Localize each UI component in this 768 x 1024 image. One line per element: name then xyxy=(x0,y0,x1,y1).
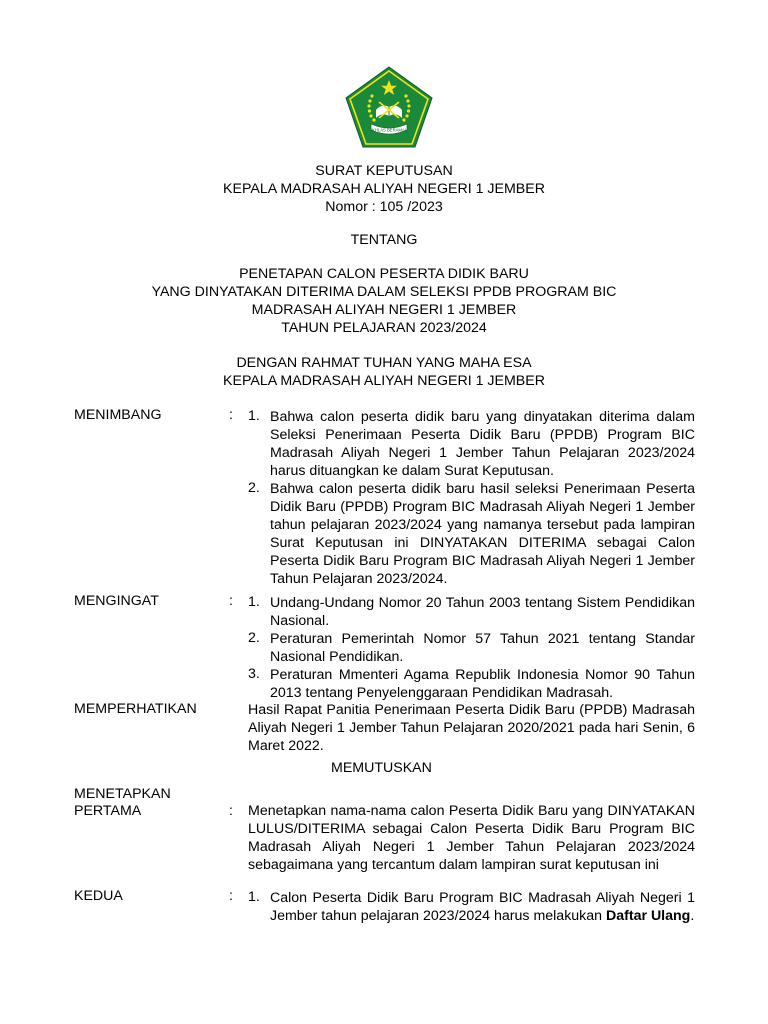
kedua-bold-text: Daftar Ulang xyxy=(606,908,691,924)
decree-number: Nomor : 105 /2023 xyxy=(325,199,443,215)
kedua-text-end: . xyxy=(690,908,695,924)
document-title: SURAT KEPUTUSAN xyxy=(315,163,453,179)
item-number: 1. xyxy=(248,408,260,424)
about-heading: TENTANG xyxy=(350,232,418,248)
subject-line: YANG DINYATAKAN DITERIMA DALAM SELEKSI PPDB PROGRAM BIC xyxy=(151,284,617,300)
menimbang-item-1: Bahwa calon peserta didik baru yang dinyatakan diterima dalam Seleksi Penerimaan Peserta Didik Baru (PPDB) Program BIC Madrasah Aliyah Negeri 1 Jember Tahun Pelajaran 2023/2024 harus dituangkan ke dalam Surat Keputusan. xyxy=(270,409,695,479)
subject-line: PENETAPAN CALON PESERTA DIDIK BARU xyxy=(239,266,529,282)
subject-line: MADRASAH ALIYAH NEGERI 1 JEMBER xyxy=(251,302,517,318)
issuer-line-2: KEPALA MADRASAH ALIYAH NEGERI 1 JEMBER xyxy=(223,373,545,389)
item-number: 3. xyxy=(248,666,260,682)
kedua-item-1 xyxy=(270,889,695,925)
issuer-line: KEPALA MADRASAH ALIYAH NEGERI 1 JEMBER xyxy=(223,181,545,197)
menimbang-item-2: Bahwa calon peserta didik baru hasil seleksi Penerimaan Peserta Didik Baru (PPDB) Program BIC Madrasah Aliyah Negeri 1 Jember tahun pelajaran 2023/2024 yang namanya tersebut pada lampiran Surat Keputusan ini DINYATAKAN DITERIMA sebagai Calon Peserta Didik Baru Program BIC Madrasah Aliyah Negeri 1 Jember Tahun Pelajaran 2023/2024. xyxy=(270,481,695,587)
kedua-text: Calon Peserta Didik Baru Program BIC Madrasah Aliyah Negeri 1 Jember tahun pelajaran 2023/2024 harus melakukan xyxy=(270,890,695,924)
logo-banner-text: IKHLAS BERAMAL xyxy=(370,127,408,133)
section-label-pertama: PERTAMA xyxy=(74,803,142,819)
section-label-mengingat: MENGINGAT xyxy=(74,593,159,609)
colon: : xyxy=(229,593,233,609)
kemenag-logo xyxy=(345,66,433,148)
item-number: 2. xyxy=(248,480,260,496)
colon: : xyxy=(229,803,233,819)
mengingat-item-1: Undang-Undang Nomor 20 Tahun 2003 tentang Sistem Pendidikan Nasional. xyxy=(270,595,695,629)
item-number: 2. xyxy=(248,630,260,646)
decides-heading: MEMUTUSKAN xyxy=(331,760,432,776)
item-number: 1. xyxy=(248,594,260,610)
item-number: 1. xyxy=(248,889,260,905)
colon: : xyxy=(229,888,233,904)
colon: : xyxy=(229,407,233,423)
section-label-menetapkan: MENETAPKAN xyxy=(74,786,171,802)
section-label-menimbang: MENIMBANG xyxy=(74,407,162,423)
blessing-line: DENGAN RAHMAT TUHAN YANG MAHA ESA xyxy=(236,355,532,371)
subject-line: TAHUN PELAJARAN 2023/2024 xyxy=(281,320,487,336)
mengingat-item-2: Peraturan Pemerintah Nomor 57 Tahun 2021 tentang Standar Nasional Pendidikan. xyxy=(270,631,695,665)
section-label-memperhatikan: MEMPERHATIKAN xyxy=(74,701,197,717)
section-label-kedua: KEDUA xyxy=(74,888,123,904)
pertama-text: Menetapkan nama-nama calon Peserta Didik Baru yang DINYATAKAN LULUS/DITERIMA sebagai Calon Peserta Didik Baru Program BIC Madrasah Aliyah Negeri 1 Jember Tahun Pelajaran 2023/2024 sebagaimana yang tercantum dalam lampiran surat keputusan ini xyxy=(248,803,695,873)
memperhatikan-text: Hasil Rapat Panitia Penerimaan Peserta Didik Baru (PPDB) Madrasah Aliyah Negeri 1 Jember Tahun Pelajaran 2020/2021 pada hari Senin, 6 Maret 2022. xyxy=(248,702,695,754)
mengingat-item-3: Peraturan Mmenteri Agama Republik Indonesia Nomor 90 Tahun 2013 tentang Penyelenggaraan Pendidikan Madrasah. xyxy=(270,667,695,701)
